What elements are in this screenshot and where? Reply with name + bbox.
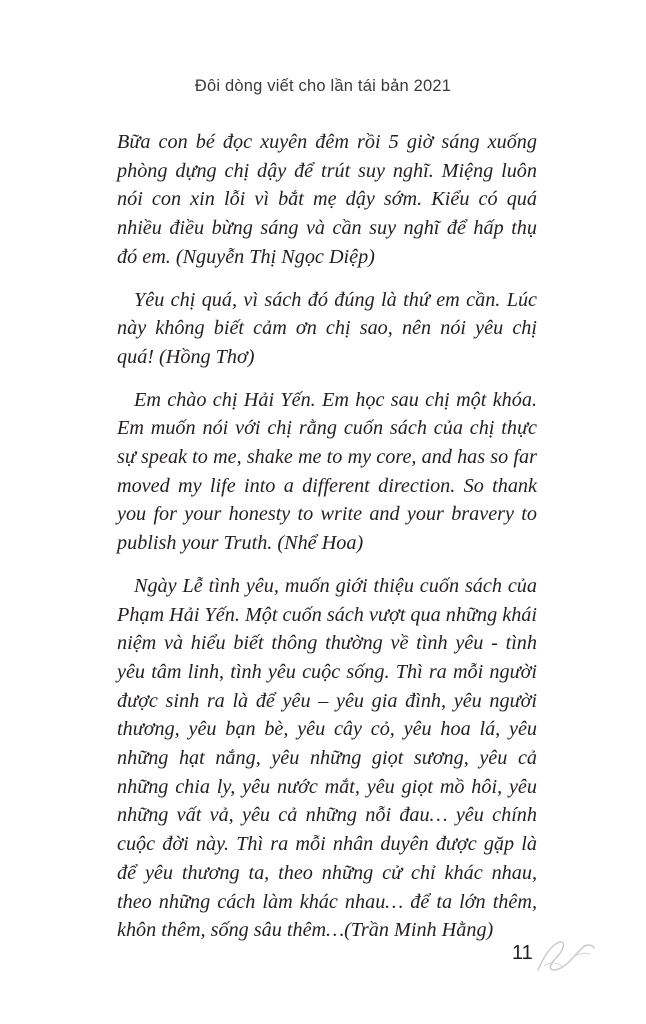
- body-text: [117, 128, 537, 959]
- page-footer: [512, 936, 602, 976]
- flourish-icon: [530, 936, 600, 981]
- paragraph-2: Yêu chị quá, vì sách đó đúng là thứ em cần. Lúc này không biết cảm ơn chị sao, nên nói yêu chị quá! (Hồng Thơ): [117, 288, 537, 368]
- paragraph-1: Bữa con bé đọc xuyên đêm rồi 5 giờ sáng xuống phòng dựng chị dậy để trút suy nghĩ. Miệng luôn nói con xin lỗi vì bắt mẹ dậy sớm. Kiểu có quá nhiều điều bừng sáng và cần suy nghĩ để hấp thụ đó em. (Nguyễn Thị Ngọc Diệp): [117, 131, 537, 268]
- running-header: Đôi dòng viết cho lần tái bản 2021: [194, 77, 452, 95]
- paragraph-4: Ngày Lễ tình yêu, muốn giới thiệu cuốn sách của Phạm Hải Yến. Một cuốn sách vượt qua những khái niệm và hiểu biết thông thường về tình yêu - tình yêu tâm linh, tình yêu cuộc sống. Thì ra mỗi người được sinh ra là để yêu – yêu gia đình, yêu người thương, yêu bạn bè, yêu cây cỏ, yêu hoa lá, yêu những hạt nắng, yêu những giọt sương, yêu cả những chia ly, yêu nước mắt, yêu giọt mồ hôi, yêu những vất vả, yêu cả những nỗi đau… yêu chính cuộc đời này. Thì ra mỗi nhân duyên được gặp là để yêu thương ta, theo những cử chỉ khác nhau, theo những cách làm khác nhau… để ta lớn thêm, khôn thêm, sống sâu thêm…(Trần Minh Hằng): [117, 574, 537, 942]
- page-number: 11: [512, 942, 533, 964]
- paragraph-3: Em chào chị Hải Yến. Em học sau chị một khóa. Em muốn nói với chị rằng cuốn sách của chị thực sự speak to me, shake me to my core, and has so far moved my life into a different direction. So thank you for your honesty to write and your bravery to publish your Truth. (Nhể Hoa): [117, 388, 537, 555]
